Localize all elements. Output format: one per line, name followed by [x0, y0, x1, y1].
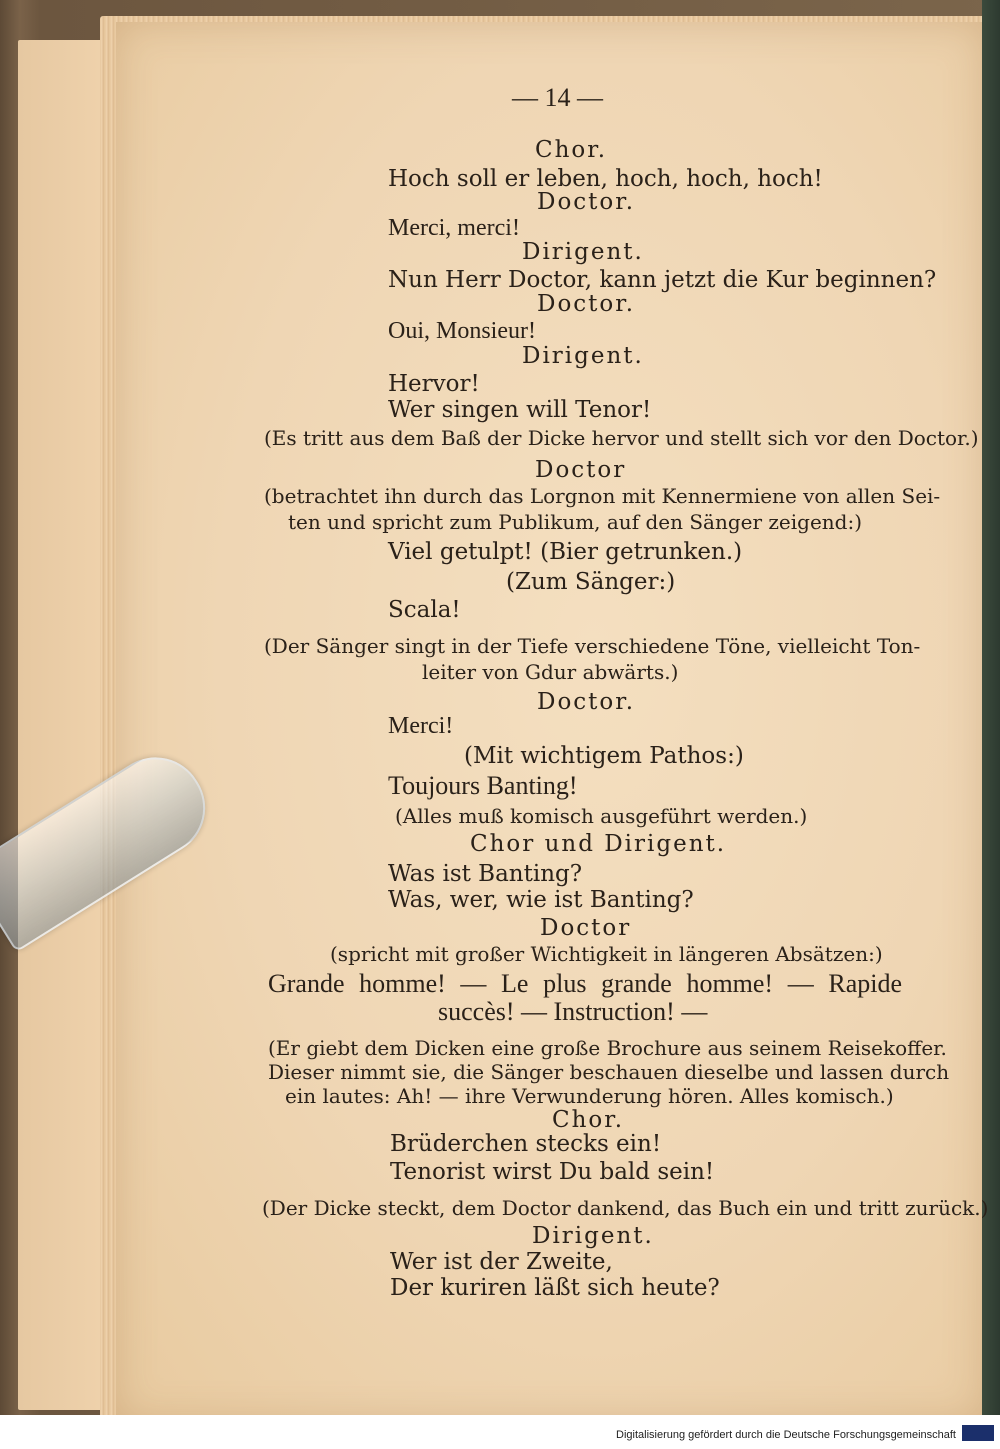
- verse-line: Hervor!: [388, 371, 480, 397]
- speaker-heading: Dirigent.: [532, 1223, 654, 1249]
- stage-direction: (Mit wichtigem Pathos:): [464, 743, 744, 769]
- stage-direction: (Der Sänger singt in der Tiefe verschiedene Töne, vielleicht Ton-: [264, 634, 921, 658]
- verse-line: Toujours Banting!: [388, 771, 578, 800]
- verse-line: Tenorist wirst Du bald sein!: [390, 1159, 715, 1185]
- speaker-heading: Doctor: [540, 915, 632, 941]
- stage-direction: (betrachtet ihn durch das Lorgnon mit Kennermiene von allen Sei-: [264, 484, 941, 508]
- verse-line: Was ist Banting?: [388, 861, 583, 887]
- speaker-heading: Dirigent.: [522, 239, 644, 265]
- speaker-heading: Chor.: [535, 137, 608, 163]
- verse-line: Hoch soll er leben, hoch, hoch, hoch!: [388, 166, 823, 192]
- stage-direction: (spricht mit großer Wichtigkeit in längeren Absätzen:): [330, 942, 883, 966]
- stage-direction: Dieser nimmt sie, die Sänger beschauen dieselbe und lassen durch: [268, 1060, 950, 1084]
- speaker-heading: Doctor.: [537, 291, 636, 317]
- stage-direction: (Zum Sänger:): [506, 569, 676, 595]
- stage-direction: (Alles muß komisch ausgeführt werden.): [395, 804, 808, 828]
- verse-line: Scala!: [388, 597, 461, 623]
- speaker-heading: Chor und Dirigent.: [470, 831, 727, 857]
- verse-line: succès! — Instruction! —: [438, 997, 708, 1026]
- digitization-credit: Digitalisierung gefördert durch die Deutsche Forschungsgemeinschaft: [616, 1429, 956, 1441]
- verse-line: Viel getulpt! (Bier getrunken.): [388, 539, 743, 565]
- speaker-heading: Doctor.: [537, 189, 636, 215]
- stage-direction: ten und spricht zum Publikum, auf den Sänger zeigend:): [288, 510, 863, 534]
- verse-line: Was, wer, wie ist Banting?: [388, 887, 694, 913]
- speaker-heading: Chor.: [552, 1107, 625, 1133]
- verse-line: Nun Herr Doctor, kann jetzt die Kur beginnen?: [388, 267, 937, 293]
- dfg-logo: [962, 1425, 994, 1441]
- page-number: — 14 —: [512, 83, 603, 112]
- stage-direction: leiter von Gdur abwärts.): [422, 660, 679, 684]
- verse-line: Grande homme! — Le plus grande homme! — Rapide: [268, 969, 902, 998]
- verse-line: Wer singen will Tenor!: [388, 397, 652, 423]
- verse-line: Der kuriren läßt sich heute?: [390, 1275, 720, 1301]
- stage-direction: (Der Dicke steckt, dem Doctor dankend, das Buch ein und tritt zurück.): [262, 1196, 989, 1220]
- speaker-heading: Dirigent.: [522, 343, 644, 369]
- verse-line: Brüderchen stecks ein!: [390, 1131, 662, 1157]
- speaker-heading: Doctor: [535, 457, 627, 483]
- stage-direction: ein lautes: Ah! — ihre Verwunderung hören. Alles komisch.): [285, 1084, 894, 1108]
- verse-line: Wer ist der Zweite,: [390, 1249, 613, 1275]
- stage-direction: (Es tritt aus dem Baß der Dicke hervor und stellt sich vor den Doctor.): [264, 426, 979, 450]
- stage-direction: (Er giebt dem Dicken eine große Brochure aus seinem Reisekoffer.: [268, 1036, 947, 1060]
- speaker-heading: Doctor.: [537, 689, 636, 715]
- verse-line: Merci!: [388, 713, 454, 739]
- verse-line: Merci, merci!: [388, 215, 520, 241]
- verse-line: Oui, Monsieur!: [388, 318, 536, 344]
